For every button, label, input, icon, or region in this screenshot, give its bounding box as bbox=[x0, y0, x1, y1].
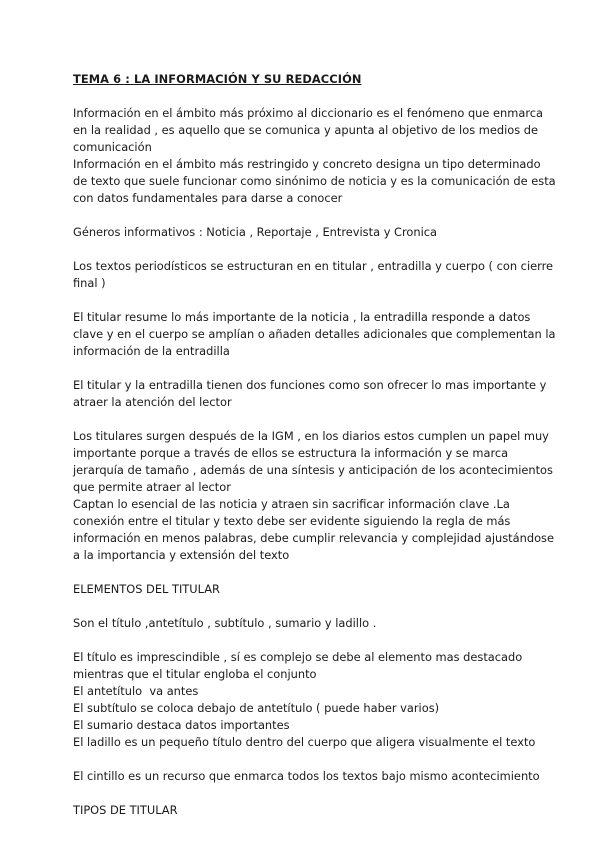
text-line: Información en el ámbito más restringido y concreto designa un tipo determinado bbox=[73, 157, 541, 171]
text-line: importante porque a través de ellos se estructura la información y se marca bbox=[73, 446, 509, 460]
text-line: El titular y la entradilla tienen dos funciones como son ofrecer lo mas importante y bbox=[73, 378, 547, 392]
text-line: Los titulares surgen después de la IGM , en los diarios estos cumplen un papel muy bbox=[73, 429, 549, 443]
text-line: final ) bbox=[73, 276, 106, 290]
text-line: El sumario destaca datos importantes bbox=[73, 718, 290, 732]
text-line: clave y en el cuerpo se amplían o añaden detalles adicionales que complementan la bbox=[73, 327, 556, 341]
text-line: El subtítulo se coloca debajo de antetítulo ( puede haber varios) bbox=[73, 701, 440, 715]
text-line: Información en el ámbito más próximo al diccionario es el fenómeno que enmarca bbox=[73, 106, 544, 120]
text-line: Captan lo esencial de las noticia y atraen sin sacrificar información clave .La bbox=[73, 497, 510, 511]
text-line: atraer la atención del lector bbox=[73, 395, 232, 409]
section-heading: TIPOS DE TITULAR bbox=[73, 803, 178, 817]
text-line: Géneros informativos : Noticia , Reportaje , Entrevista y Cronica bbox=[73, 225, 438, 239]
text-line: El antetítulo va antes bbox=[73, 684, 199, 698]
text-line: que permite atraer al lector bbox=[73, 480, 231, 494]
section-heading: ELEMENTOS DEL TITULAR bbox=[73, 582, 220, 596]
text-line: conexión entre el titular y texto debe ser evidente siguiendo la regla de más bbox=[73, 514, 511, 528]
text-line: de texto que suele funcionar como sinónimo de noticia y es la comunicación de esta bbox=[73, 174, 556, 188]
spacer bbox=[73, 360, 533, 377]
spacer bbox=[73, 751, 533, 768]
text-line: con datos fundamentales para darse a conocer bbox=[73, 191, 343, 205]
spacer bbox=[73, 88, 533, 105]
text-line: Son el título ,antetítulo , subtítulo , sumario y ladillo . bbox=[73, 616, 377, 630]
text-line: información en menos palabras, debe cumplir relevancia y complejidad ajustándose bbox=[73, 531, 554, 545]
text-line: El título es imprescindible , sí es complejo se debe al elemento mas destacado bbox=[73, 650, 523, 664]
text-line: El titular resume lo más importante de la noticia , la entradilla responde a datos bbox=[73, 310, 531, 324]
text-line: en la realidad , es aquello que se comunica y apunta al objetivo de los medios de bbox=[73, 123, 539, 137]
spacer bbox=[73, 411, 533, 428]
spacer bbox=[73, 632, 533, 649]
text-line: información de la entradilla bbox=[73, 344, 230, 358]
text-line: Los textos periodísticos se estructuran en en titular , entradilla y cuerpo ( con cierre bbox=[73, 259, 554, 273]
document-title: TEMA 6 : LA INFORMACIÓN Y SU REDACCIÓN bbox=[73, 72, 362, 86]
spacer bbox=[73, 207, 533, 224]
text-line: El ladillo es un pequeño título dentro del cuerpo que aligera visualmente el texto bbox=[73, 735, 536, 749]
spacer bbox=[73, 785, 533, 802]
text-line: mientras que el titular engloba el conjunto bbox=[73, 667, 317, 681]
text-line: comunicación bbox=[73, 140, 152, 154]
document-body bbox=[73, 71, 556, 819]
text-line: El cintillo es un recurso que enmarca todos los textos bajo mismo acontecimiento bbox=[73, 769, 540, 783]
spacer bbox=[73, 292, 533, 309]
spacer bbox=[73, 598, 533, 615]
spacer bbox=[73, 241, 533, 258]
text-line: a la importancia y extensión del texto bbox=[73, 548, 290, 562]
spacer bbox=[73, 564, 533, 581]
text-line: jerarquía de tamaño , además de una síntesis y anticipación de los acontecimientos bbox=[73, 463, 553, 477]
